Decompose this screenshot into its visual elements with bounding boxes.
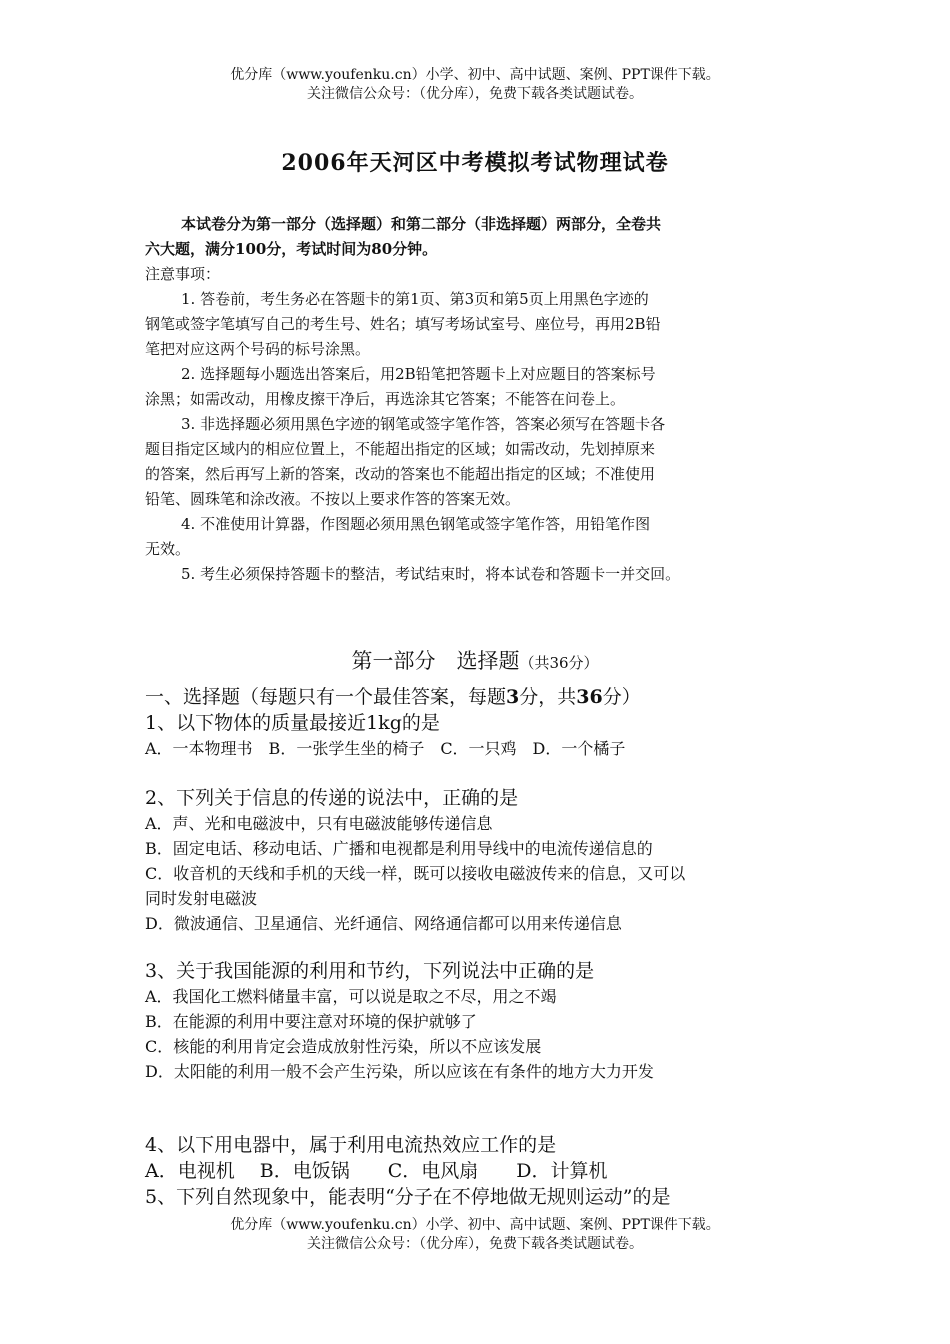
question-3-option-a: A．我国化工燃料储量丰富，可以说是取之不尽，用之不竭 [145, 987, 557, 1006]
part-one-heading [0, 645, 950, 675]
exam-title: 2006年天河区中考模拟考试物理试卷 [281, 150, 669, 176]
note-line: 4. 不准使用计算器，作图题必须用黑色钢笔或签字笔作答，用铅笔作图 [181, 515, 651, 533]
notes-heading: 注意事项： [145, 265, 221, 283]
section-heading-text: 分） [602, 686, 641, 708]
section-heading-text: 一、选择题（每题只有一个最佳答案，每题 [145, 686, 507, 708]
note-line: 题目指定区域内的相应位置上，不能超出指定的区域；如需改动，先划掉原来 [145, 440, 656, 458]
note-line: 无效。 [145, 540, 191, 558]
total-points: 36 [576, 686, 603, 708]
question-2-option-b: B．固定电话、移动电话、广播和电视都是利用导线中的电流传递信息的 [145, 839, 653, 858]
points-per-question: 3 [506, 686, 520, 708]
header-line-2: 关注微信公众号：（优分库），免费下载各类试题试卷。 [307, 86, 643, 102]
question-4-options: A．电视机 B．电饭锅 C．电风扇 D．计算机 [145, 1160, 608, 1182]
intro-line-2: 六大题，满分100分，考试时间为80分钟。 [145, 240, 438, 258]
note-line: 钢笔或签字笔填写自己的考生号、姓名；填写考场试室号、座位号，再用2B铅 [145, 315, 661, 333]
header-line-1: 优分库（www.youfenku.cn）小学、初中、高中试题、案例、PPT课件下载。 [230, 67, 720, 83]
question-5-stem: 5、下列自然现象中，能表明“分子在不停地做无规则运动”的是 [145, 1186, 671, 1208]
question-3-stem: 3、关于我国能源的利用和节约，下列说法中正确的是 [145, 960, 595, 982]
question-2-option-c: C．收音机的天线和手机的天线一样，既可以接收电磁波传来的信息，又可以 [145, 864, 686, 883]
note-line: 5. 考生必须保持答题卡的整洁，考试结束时，将本试卷和答题卡一并交回。 [181, 565, 681, 583]
page-footer [0, 1216, 950, 1254]
question-4-stem: 4、以下用电器中，属于利用电流热效应工作的是 [145, 1134, 557, 1156]
question-2-stem: 2、下列关于信息的传递的说法中，正确的是 [145, 787, 519, 809]
note-line: 2. 选择题每小题选出答案后，用2B铅笔把答题卡上对应题目的答案标号 [181, 365, 656, 383]
question-3 [145, 958, 815, 1084]
notes-section [145, 262, 815, 587]
section-heading-text: 分，共 [519, 686, 577, 708]
part-one-points: （共36分） [519, 654, 599, 672]
footer-line-2: 关注微信公众号：（优分库），免费下载各类试题试卷。 [307, 1236, 643, 1252]
question-2-option-d: D．微波通信、卫星通信、光纤通信、网络通信都可以用来传递信息 [145, 914, 622, 933]
note-line: 3. 非选择题必须用黑色字迹的钢笔或签字笔作答，答案必须写在答题卡各 [181, 415, 666, 433]
question-3-option-c: C．核能的利用肯定会造成放射性污染，所以不应该发展 [145, 1037, 542, 1056]
question-2-option-c-cont: 同时发射电磁波 [145, 889, 258, 908]
page-header [0, 66, 950, 104]
note-line: 笔把对应这两个号码的标号涂黑。 [145, 340, 371, 358]
question-1-options: A．一本物理书 B．一张学生坐的椅子 C．一只鸡 D．一个橘子 [145, 739, 626, 758]
question-4 [145, 1132, 815, 1210]
note-line: 铅笔、圆珠笔和涂改液。不按以上要求作答的答案无效。 [145, 490, 521, 508]
note-line: 1. 答卷前，考生务必在答题卡的第1页、第3页和第5页上用黑色字迹的 [181, 290, 649, 308]
note-line: 涂黑；如需改动，用橡皮擦干净后，再选涂其它答案；不能答在问卷上。 [145, 390, 626, 408]
note-line: 的答案，然后再写上新的答案，改动的答案也不能超出指定的区域；不准使用 [145, 465, 656, 483]
footer-line-1: 优分库（www.youfenku.cn）小学、初中、高中试题、案例、PPT课件下载。 [230, 1217, 720, 1233]
section-one [145, 684, 815, 761]
section-one-heading [145, 684, 815, 710]
question-2 [145, 785, 815, 936]
exam-intro [145, 212, 805, 262]
intro-line-1: 本试卷分为第一部分（选择题）和第二部分（非选择题）两部分，全卷共 [181, 215, 662, 233]
question-1-stem: 1、以下物体的质量最接近1kg的是 [145, 712, 440, 734]
question-3-option-d: D．太阳能的利用一般不会产生污染，所以应该在有条件的地方大力开发 [145, 1062, 654, 1081]
question-3-option-b: B．在能源的利用中要注意对环境的保护就够了 [145, 1012, 477, 1031]
part-one-title: 第一部分 选择题 [351, 649, 520, 673]
question-2-option-a: A．声、光和电磁波中，只有电磁波能够传递信息 [145, 814, 493, 833]
